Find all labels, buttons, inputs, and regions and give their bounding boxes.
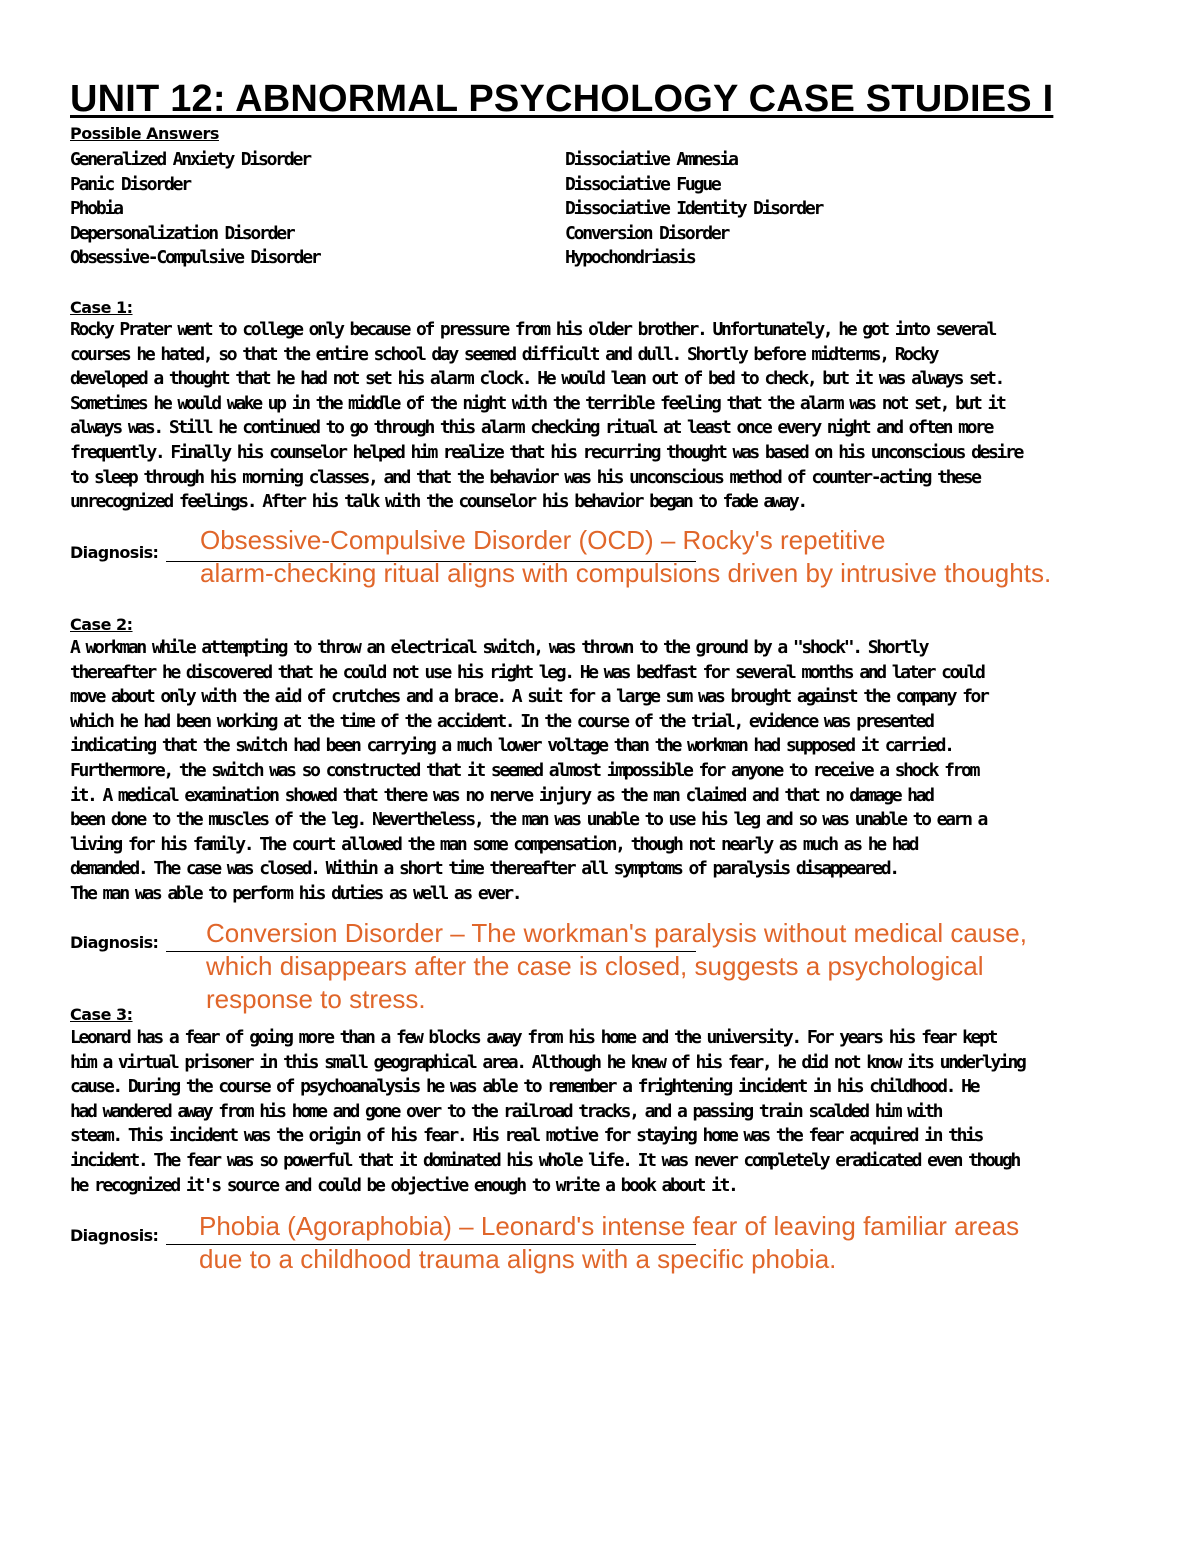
case-3-text xyxy=(70,1026,1140,1198)
case-text-line: courses he hated, so that the entire school day seemed difficult and dull. Shortly before midterms, Rocky xyxy=(70,343,938,365)
case-text-line: which he had been working at the time of the accident. In the course of the trial, evidence was presented xyxy=(70,710,933,732)
case-2-heading: Case 2: xyxy=(70,615,133,634)
answer-option: Obsessive-Compulsive Disorder xyxy=(70,247,320,269)
case-text-line: him a virtual prisoner in this small geographical area. Although he knew of his fear, he did not know its underlying xyxy=(70,1051,1025,1073)
diagnosis-answer-line: response to stress. xyxy=(206,984,426,1014)
case-text-line: incident. The fear was so powerful that it dominated his whole life. It was never completely eradicated even though xyxy=(70,1149,1019,1171)
possible-answers-heading: Possible Answers xyxy=(70,124,219,143)
case-text-line: thereafter he discovered that he could not use his right leg. He was bedfast for several months and later could xyxy=(70,661,984,683)
answer-option: Dissociative Identity Disorder xyxy=(565,198,823,220)
case-2-diagnosis-answer xyxy=(206,917,1027,1016)
diagnosis-answer-line: Phobia (Agoraphobia) – Leonard's intense fear of leaving familiar areas xyxy=(199,1211,1020,1241)
case-text-line: Leonard has a fear of going more than a few blocks away from his home and the university. For years his fear kept xyxy=(70,1027,997,1048)
case-text-line: Rocky Prater went to college only because of pressure from his older brother. Unfortunately, he got into several xyxy=(70,319,996,340)
page-title: UNIT 12: ABNORMAL PSYCHOLOGY CASE STUDIES I xyxy=(70,78,1054,120)
case-text-line: Sometimes he would wake up in the middle of the night with the terrible feeling that the alarm was not set, but it xyxy=(70,392,1005,414)
case-text-line: demanded. The case was closed. Within a short time thereafter all symptoms of paralysis disappeared. xyxy=(70,858,898,880)
answer-option: Conversion Disorder xyxy=(565,222,729,244)
case-1-diagnosis-label: Diagnosis: xyxy=(70,543,159,562)
answer-option: Dissociative Fugue xyxy=(565,173,720,195)
case-text-line: steam. This incident was the origin of his fear. His real motive for staying home was the fear acquired in this xyxy=(70,1125,983,1147)
case-text-line: it. A medical examination showed that there was no nerve injury as the man claimed and that no damage had xyxy=(70,784,933,806)
case-2-text xyxy=(70,636,1140,907)
answer-option: Generalized Anxiety Disorder xyxy=(70,149,310,170)
diagnosis-answer-line: due to a childhood trauma aligns with a specific phobia. xyxy=(199,1244,837,1274)
answer-option: Dissociative Amnesia xyxy=(565,149,737,170)
case-1-heading: Case 1: xyxy=(70,298,133,317)
case-3-diagnosis-label: Diagnosis: xyxy=(70,1226,159,1245)
case-text-line: unrecognized feelings. After his talk with the counselor his behavior began to fade away. xyxy=(70,491,806,513)
answer-option: Phobia xyxy=(70,198,122,220)
case-text-line: living for his family. The court allowed the man some compensation, though not nearly as much as he had xyxy=(70,833,918,855)
case-text-line: move about only with the aid of crutches and a brace. A suit for a large sum was brought against the company for xyxy=(70,686,988,708)
diagnosis-answer-line: Conversion Disorder – The workman's paralysis without medical cause, xyxy=(206,918,1027,948)
case-text-line: been done to the muscles of the leg. Nevertheless, the man was unable to use his leg and so was unable to earn a xyxy=(70,809,987,831)
case-text-line: to sleep through his morning classes, and that the behavior was his unconscious method of counter-acting these xyxy=(70,466,980,488)
diagnosis-answer-line: alarm-checking ritual aligns with compulsions driven by intrusive thoughts. xyxy=(200,558,1052,588)
answer-option: Panic Disorder xyxy=(70,173,190,195)
case-text-line: A workman while attempting to throw an electrical switch, was thrown to the ground by a "shock". Shortly xyxy=(70,637,928,658)
diagnosis-answer-line: which disappears after the case is closed, suggests a psychological xyxy=(206,951,984,981)
case-text-line: he recognized it's source and could be objective enough to write a book about it. xyxy=(70,1174,737,1196)
possible-answers-left-list xyxy=(70,148,319,271)
case-text-line: Furthermore, the switch was so constructed that it seemed almost impossible for anyone to receive a shock from xyxy=(70,759,979,781)
case-2-diagnosis-label: Diagnosis: xyxy=(70,933,159,952)
diagnosis-answer-line: Obsessive-Compulsive Disorder (OCD) – Rocky's repetitive xyxy=(200,525,886,555)
case-3-heading: Case 3: xyxy=(70,1005,133,1024)
case-text-line: developed a thought that he had not set his alarm clock. He would lean out of bed to check, but it was always set. xyxy=(70,368,1004,390)
answer-option: Depersonalization Disorder xyxy=(70,222,294,244)
case-1-text xyxy=(70,318,1140,515)
case-text-line: cause. During the course of psychoanalysis he was able to remember a frightening incident in his childhood. He xyxy=(70,1076,979,1098)
case-text-line: always was. Still he continued to go through this alarm checking ritual at least once every night and often more xyxy=(70,417,993,439)
possible-answers-right-list xyxy=(565,148,822,271)
case-1-diagnosis-answer xyxy=(200,524,1051,590)
case-text-line: The man was able to perform his duties as well as ever. xyxy=(70,882,521,904)
case-text-line: frequently. Finally his counselor helped him realize that his recurring thought was based on his unconscious desire xyxy=(70,441,1022,463)
case-text-line: indicating that the switch had been carrying a much lower voltage than the workman had supposed it carried. xyxy=(70,735,953,757)
case-text-line: had wandered away from his home and gone over to the railroad tracks, and a passing train scalded him with xyxy=(70,1100,942,1122)
answer-option: Hypochondriasis xyxy=(565,247,695,269)
case-3-diagnosis-answer xyxy=(199,1210,1019,1276)
